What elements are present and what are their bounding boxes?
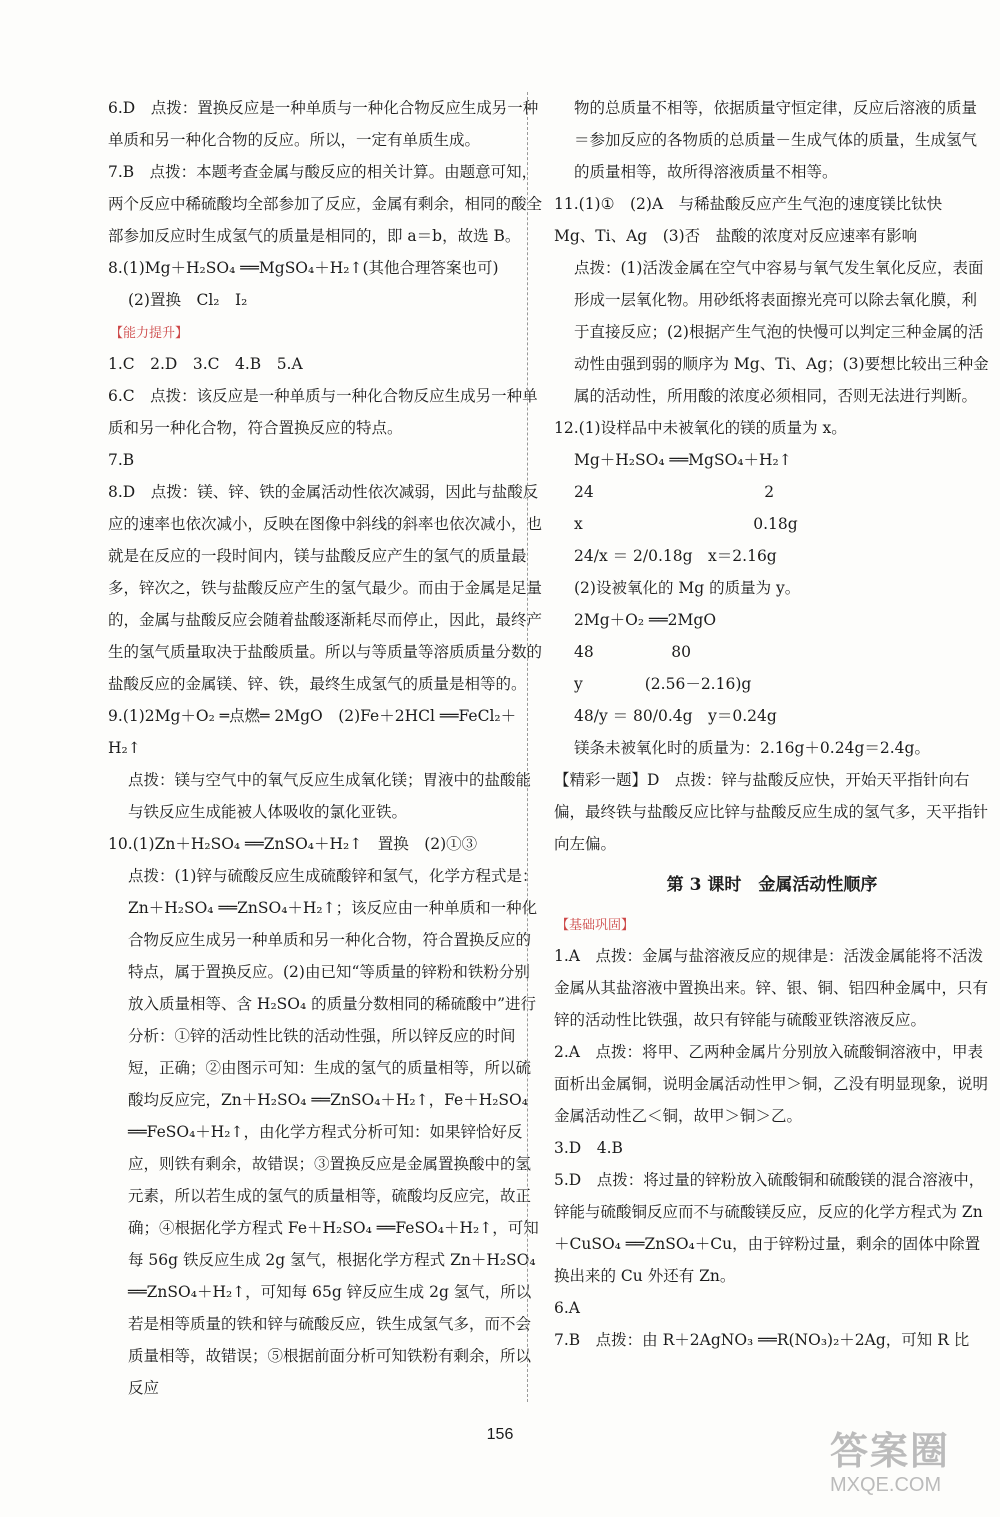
- answer-paragraph: 点拨：(1)活泼金属在空气中容易与氧气发生氧化反应，表面形成一层氧化物。用砂纸将表面擦光亮可以除去氧化膜，利于直接反应；(2)根据产生气泡的快慢可以判定三种金属的活动性由强到弱的顺序为 Mg、Ti、Ag；(3)要想比较出三种金属的活动性，所用酸的浓度必须相同，否则无法进行判断。: [574, 259, 989, 405]
- answer-paragraph: 11.(1)① (2)A 与稀盐酸反应产生气泡的速度镁比钛快 Mg、Ti、Ag (3)否 盐酸的浓度对反应速率有影响: [554, 195, 958, 245]
- section-tag-row: [554, 908, 990, 940]
- answer-paragraph: 24/x ＝ 2/0.18g x＝2.16g: [574, 547, 777, 565]
- answer-paragraph: 6.A: [554, 1299, 580, 1317]
- answer-paragraph: Mg＋H₂SO₄ ══MgSO₄＋H₂↑: [574, 451, 792, 469]
- answer-paragraph: 9.(1)2Mg＋O₂ ═点燃═ 2MgO (2)Fe＋2HCl ══FeCl₂＋H₂↑: [108, 707, 517, 757]
- section-tag: 【基础巩固】: [556, 918, 635, 933]
- answer-paragraph: 点拨：镁与空气中的氧气反应生成氧化镁；胃液中的盐酸能与铁反应生成能被人体吸收的氯化亚铁。: [128, 771, 532, 821]
- answer-paragraph: 8.(1)Mg＋H₂SO₄ ══MgSO₄＋H₂↑(其他合理答案也可): [108, 259, 499, 277]
- page-number: 156: [486, 1426, 514, 1443]
- answer-paragraph: y (2.56－2.16)g: [574, 675, 752, 693]
- answer-paragraph: 8.D 点拨：镁、锌、铁的金属活动性依次减弱，因此与盐酸反应的速率也依次减小，反映在图像中斜线的斜率也依次减小，也就是在反应的一段时间内，镁与盐酸反应产生的氢气的质量最多，锌次之，铁与盐酸反应产生的氢气最少。而由于金属是足量的，金属与盐酸反应会随着盐酸逐渐耗尽而停止，因此，最终产生的氢气质量取决于盐酸质量。所以与等质量等溶质质量分数的盐酸反应的金属镁、锌、铁，最终生成氢气的质量是相等的。: [108, 483, 543, 693]
- answer-paragraph: (2)设被氧化的 Mg 的质量为 y。: [574, 579, 801, 597]
- left-column: [108, 92, 544, 1404]
- answer-paragraph: x 0.18g: [574, 515, 798, 533]
- section-tag-row: [108, 316, 544, 348]
- answer-paragraph: 7.B: [108, 451, 135, 469]
- watermark-logo: [830, 1430, 990, 1512]
- answer-paragraph: 7.B 点拨：本题考查金属与酸反应的相关计算。由题意可知，两个反应中稀硫酸均全部参加了反应，金属有剩余，相同的酸全部参加反应时生成氢气的质量是相同的，即 a＝b，故选 B。: [108, 163, 543, 245]
- answer-paragraph: 24 2: [574, 483, 775, 501]
- answer-paragraph: 6.C 点拨：该反应是一种单质与一种化合物反应生成另一种单质和另一种化合物，符合置换反应的特点。: [108, 387, 538, 437]
- answer-paragraph: 物的总质量不相等，依据质量守恒定律，反应后溶液的质量＝参加反应的各物质的总质量－生成气体的质量，生成氢气的质量相等，故所得溶液质量不相等。: [574, 99, 978, 181]
- answer-paragraph: 5.D 点拨：将过量的锌粉放入硫酸铜和硫酸镁的混合溶液中，锌能与硫酸铜反应而不与硫酸镁反应，反应的化学方程式为 Zn＋CuSO₄ ══ZnSO₄＋Cu，由于锌粉过量，剩余的固体中除置换出来的 Cu 外还有 Zn。: [554, 1171, 985, 1285]
- answer-paragraph: 3.D 4.B: [554, 1139, 623, 1157]
- answer-paragraph: 镁条未被氧化时的质量为：2.16g＋0.24g＝2.4g。: [574, 739, 930, 757]
- answer-paragraph: 48/y ＝ 80/0.4g y＝0.24g: [574, 707, 777, 725]
- answer-paragraph: 7.B 点拨：由 R＋2AgNO₃ ══R(NO₃)₂＋2Ag，可知 R 比: [554, 1331, 970, 1349]
- section-tag: 【能力提升】: [110, 326, 189, 341]
- answer-paragraph: 2.A 点拨：将甲、乙两种金属片分别放入硫酸铜溶液中，甲表面析出金属铜，说明金属活动性甲＞铜，乙没有明显现象，说明金属活动性乙＜铜，故甲＞铜＞乙。: [554, 1043, 989, 1125]
- watermark-url: MXQE.COM: [830, 1474, 942, 1496]
- answer-paragraph: 1.C 2.D 3.C 4.B 5.A: [108, 355, 303, 373]
- answer-paragraph: 2Mg＋O₂ ══2MgO: [574, 611, 717, 629]
- answer-paragraph: (2)置换 Cl₂ I₂: [128, 291, 248, 309]
- answer-paragraph: 点拨：(1)锌与硫酸反应生成硫酸锌和氢气，化学方程式是：Zn＋H₂SO₄ ══ZnSO₄＋H₂↑；该反应由一种单质和一种化合物反应生成另一种单质和另一种化合物，符合置换反应的特点，属于置换反应。(2)由已知“等质量的锌粉和铁粉分别放入质量相等、含 H₂SO₄ 的质量分数相同的稀硫酸中”进行分析：①锌的活动性比铁的活动性强，所以锌反应的时间短，正确；②由图示可知：生成的氢气的质量相等，所以硫酸均反应完，Zn＋H₂SO₄ ══ZnSO₄＋H₂↑，Fe＋H₂SO₄ ══FeSO₄＋H₂↑，由化学方程式分析可知：如果锌恰好反应，则铁有剩余，故错误；③置换反应是金属置换酸中的氢元素，所以若生成的氢气的质量相等，硫酸均反应完，故正确；④根据化学方程式 Fe＋H₂SO₄ ══FeSO₄＋H₂↑，可知每 56g 铁反应生成 2g 氢气，根据化学方程式 Zn＋H₂SO₄ ══ZnSO₄＋H₂↑，可知每 65g 锌反应生成 2g 氢气，所以若是相等质量的铁和锌与硫酸反应，铁生成氢气多，而不会质量相等，故错误；⑤根据前面分析可知铁粉有剩余，所以反应: [128, 867, 539, 1397]
- answer-paragraph: 6.D 点拨：置换反应是一种单质与一种化合物反应生成另一种单质和另一种化合物的反应。所以，一定有单质生成。: [108, 99, 539, 149]
- answer-paragraph: 10.(1)Zn＋H₂SO₄ ══ZnSO₄＋H₂↑ 置换 (2)①③: [108, 835, 478, 853]
- section-title: 第 3 课时 金属活动性顺序: [666, 875, 878, 895]
- answer-paragraph: 【精彩一题】D 点拨：锌与盐酸反应快，开始天平指针向右偏，最终铁与盐酸反应比锌与盐酸反应生成的氢气多，天平指针向左偏。: [554, 771, 989, 853]
- watermark-text: 答案圈: [830, 1431, 951, 1473]
- answer-paragraph: 48 80: [574, 643, 691, 661]
- column-divider: [527, 92, 528, 1402]
- right-column: [554, 92, 990, 1356]
- answer-paragraph: 12.(1)设样品中未被氧化的镁的质量为 x。: [554, 419, 847, 437]
- answer-paragraph: 1.A 点拨：金属与盐溶液反应的规律是：活泼金属能将不活泼金属从其盐溶液中置换出来。锌、银、铜、铝四种金属中，只有锌的活动性比铁强，故只有锌能与硫酸亚铁溶液反应。: [554, 947, 989, 1029]
